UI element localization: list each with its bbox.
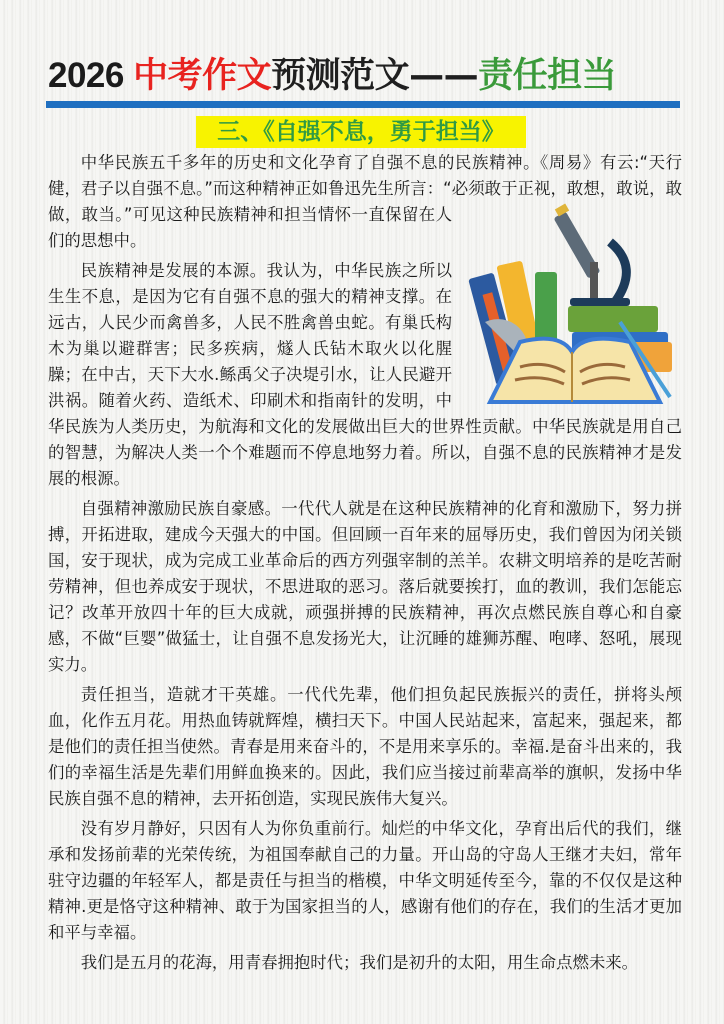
title-divider [46, 101, 680, 108]
open-book [490, 339, 660, 402]
paragraph-4: 责任担当，造就才干英雄。一代代先辈，他们担负起民族振兴的责任，拼将头颅血，化作五月花。用热血铸就辉煌，横扫天下。中国人民站起来，富起来，强起来，都是他们的责任担当使然。青春是用来奋斗的，不是用来享乐的。幸福.是奋斗出来的，我们的幸福生活是先辈们用鲜血换来的。因此，我们应当接过前辈高举的旗帜，发扬中华民族自强不息的精神，去开拓创造，实现民族伟大复兴。 [48, 685, 682, 808]
title-green: 责任担当 [478, 56, 617, 96]
title-black: 预测范文—— [271, 56, 479, 96]
essay-body [48, 150, 682, 980]
page-title [48, 50, 688, 102]
paragraph-6: 我们是五月的花海，用青春拥抱时代；我们是初升的太阳，用生命点燃未来。 [80, 953, 639, 972]
essay-subtitle: 三、《自强不息，勇于担当》 [196, 116, 526, 148]
paragraph-3: 自强精神激励民族自豪感。一代代人就是在这种民族精神的化育和激励下，努力拼搏，开拓进取，建成今天强大的中国。但回顾一百年来的屈辱历史，我们曾因为闭关锁国，安于现状，成为完成工业革命后的西方列强宰制的羔羊。农耕文明培养的是吃苦耐劳精神，但也养成安于现状，不思进取的恶习。落后就要挨打，血的教训，我们怎能忘记？改革开放四十年的巨大成就，顽强拼搏的民族精神，再次点燃民族自尊心和自豪感，不做“巨婴”做猛士，让自强不息发扬光大，让沉睡的雄狮苏醒、咆哮、怒吼，展现实力。 [48, 499, 682, 674]
paragraph-2: 民族精神是发展的本源。我认为，中华民族之所以生生不息，是因为它有自强不息的强大的精神支撑。在远古，人民少而禽兽多，人民不胜禽兽虫蛇。有巢氏构木为巢以避群害；民多疾病，燧人氏钻木取火以化腥臊；在中古，天下大水.鲧禹父子决堤引水，让人民避开洪祸。随着火药、造纸术、印刷术和指南针的发明，中华民族为人类历史，为航海和文化的发展做出巨大的世界性贡献。中华民族就是用自己的智慧，为解决人类一个个难题而不停息地努力着。所以，自强不息的民族精神才是发展的根源。 [48, 261, 682, 488]
title-year: 2026 [48, 56, 134, 95]
paragraph-1: 中华民族五千多年的历史和文化孕育了自强不息的民族精神。《周易》有云:“天行健，君子以自强不息。”而这种精神正如鲁迅先生所言：“必须敢于正视，敢想，敢说，敢做，敢当。”可见这种民族精神和担当情怀一直保留在人们的思想中。 [48, 153, 682, 250]
title-red: 中考作文 [133, 56, 272, 96]
books-microscope-illustration [460, 202, 682, 410]
paragraph-5: 没有岁月静好，只因有人为你负重前行。灿烂的中华文化，孕育出后代的我们，继承和发扬前辈的光荣传统，为祖国奉献自己的力量。开山岛的守岛人王继才夫妇，常年驻守边疆的年轻军人，都是责任与担当的楷模，中华文明延传至今，靠的不仅仅是这种精神.更是恪守这种精神、敢于为国家担当的人，感谢有他们的存在，我们的生活才更加和平与幸福。 [48, 819, 682, 942]
